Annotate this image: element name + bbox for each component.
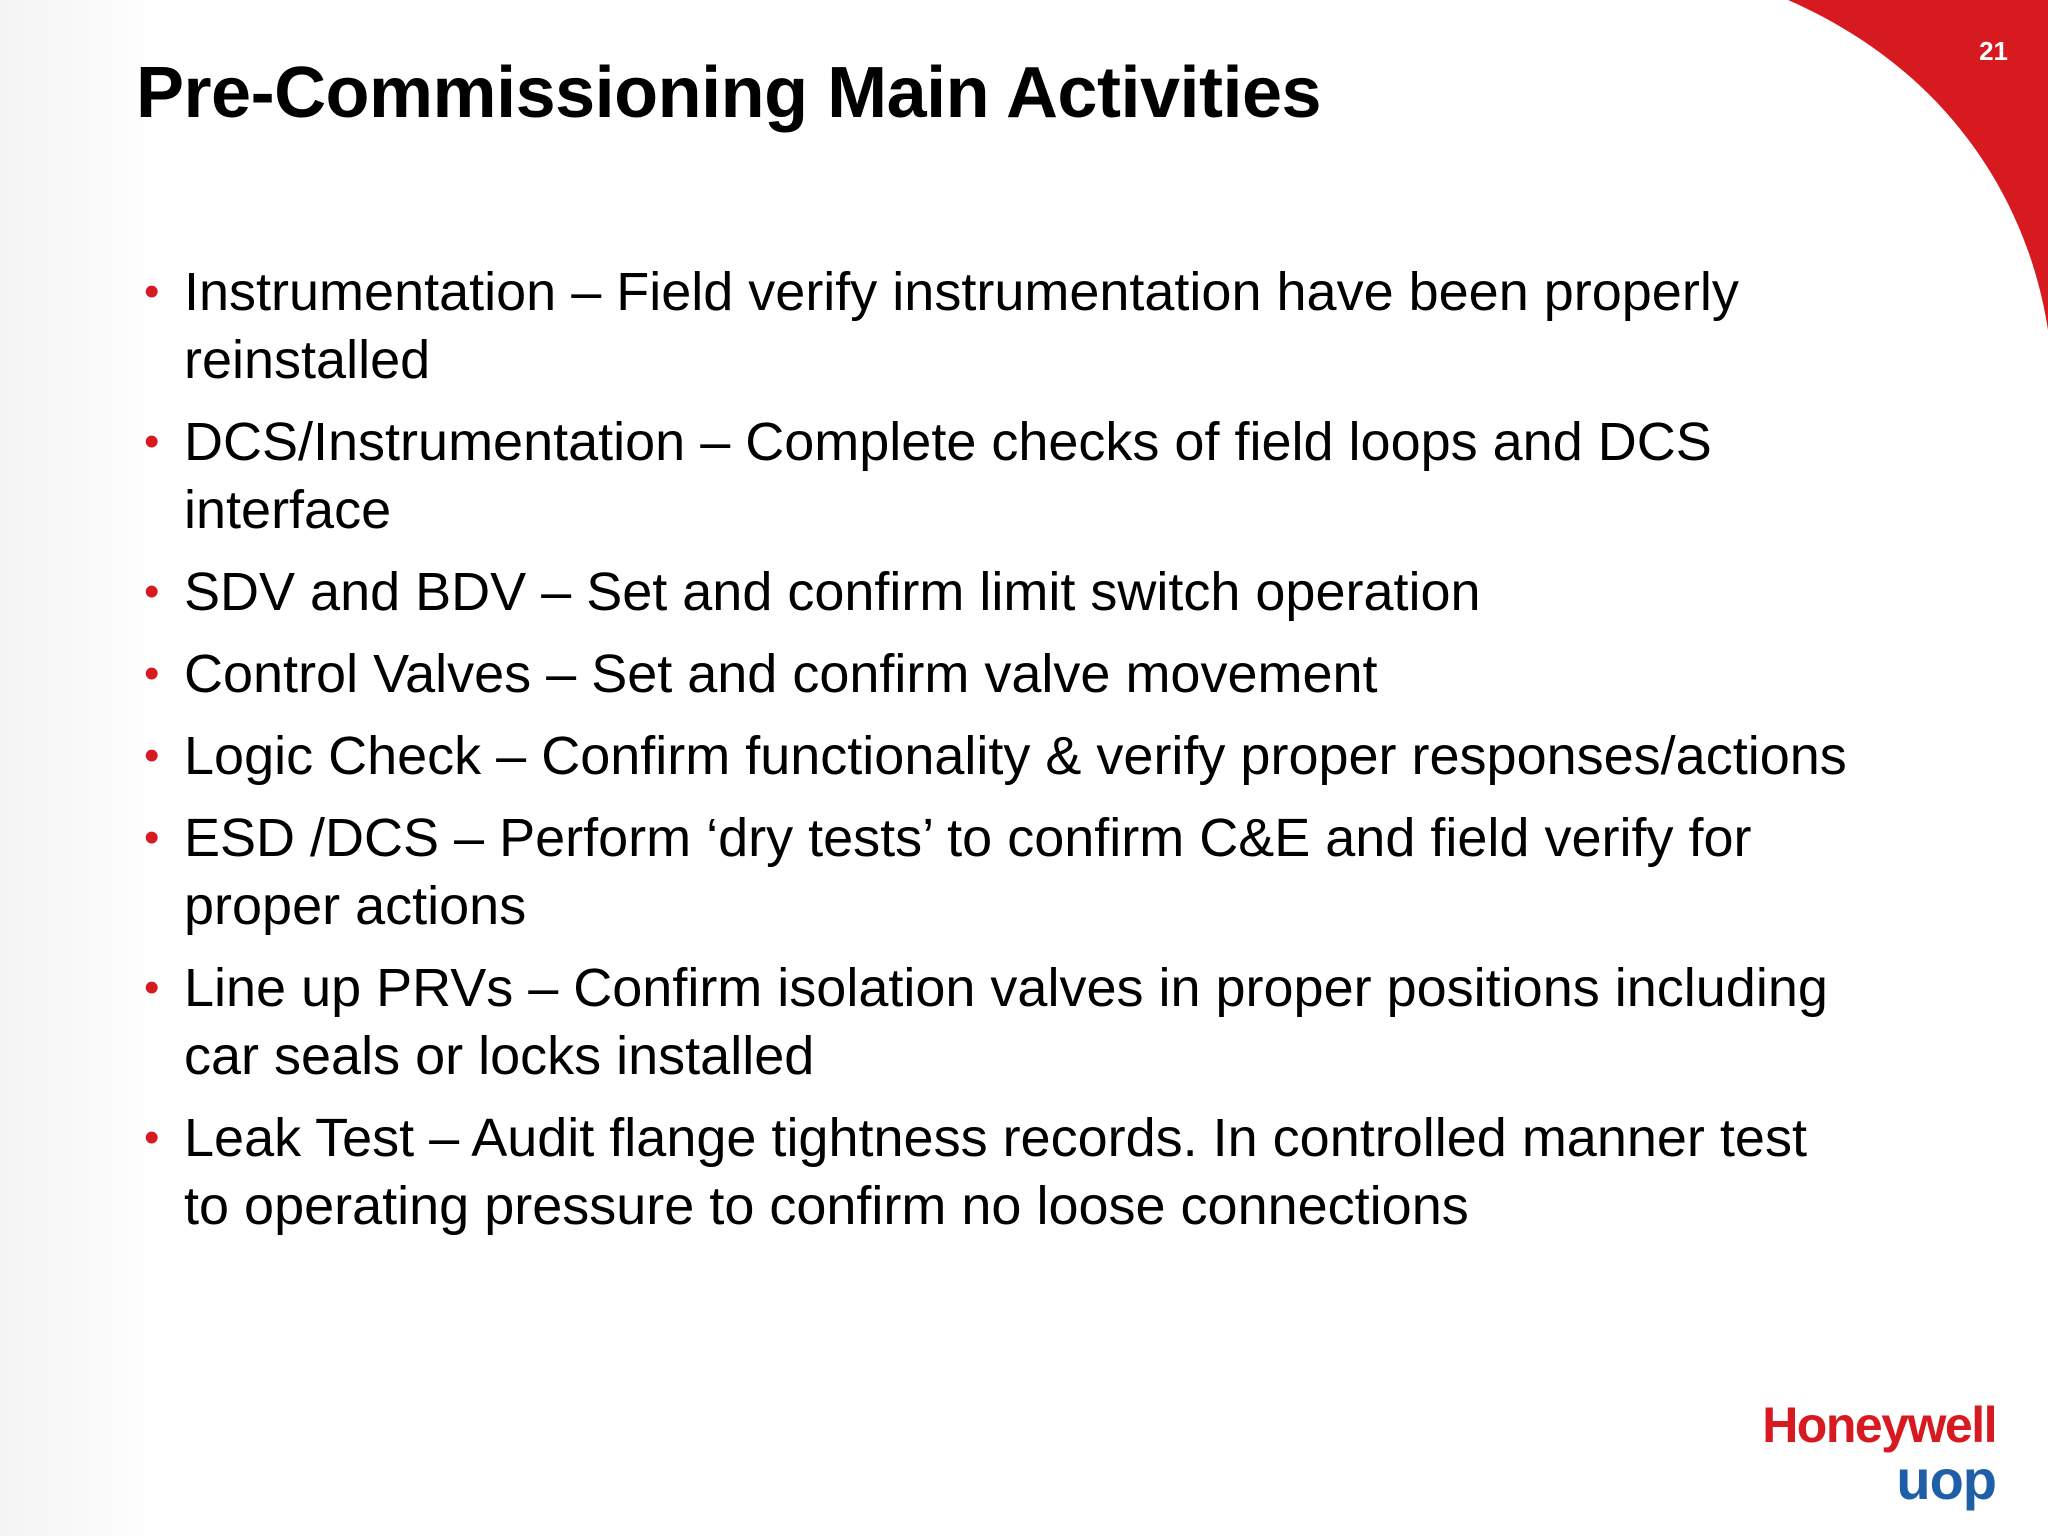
bullet-text: Leak Test – Audit flange tightness records. In controlled manner test to operating pressure to confirm no loose connections [184, 1108, 1807, 1236]
bullet-dot-icon: • [144, 649, 160, 698]
bullet-text: Logic Check – Confirm functionality & verify proper responses/actions [184, 726, 1847, 786]
bullet-dot-icon: • [144, 267, 160, 316]
bullet-dot-icon: • [144, 813, 160, 862]
bullet-text: DCS/Instrumentation – Complete checks of field loops and DCS interface [184, 412, 1712, 540]
bullet-dot-icon: • [144, 567, 160, 616]
bullet-dot-icon: • [144, 731, 160, 780]
bullet-text: ESD /DCS – Perform ‘dry tests’ to confirm C&E and field verify for proper actions [184, 808, 1752, 936]
bullet-item [144, 408, 1864, 544]
slide-title: Pre-Commissioning Main Activities [136, 53, 1322, 133]
honeywell-uop-logo [1736, 1397, 1996, 1511]
bullet-text: Instrumentation – Field verify instrumentation have been properly reinstalled [184, 262, 1739, 390]
bullet-text: Line up PRVs – Confirm isolation valves in proper positions including car seals or locks installed [184, 958, 1828, 1086]
logo-honeywell-wordmark: Honeywell [1762, 1397, 1996, 1453]
bullet-item [144, 722, 1864, 790]
left-shade-band [0, 0, 160, 1536]
logo-uop-wordmark: uop [1896, 1448, 1996, 1511]
slide-number: 21 [1979, 36, 2008, 66]
bullet-dot-icon: • [144, 963, 160, 1012]
bullet-list [144, 258, 1864, 1254]
bullet-text: Control Valves – Set and confirm valve movement [184, 644, 1378, 704]
bullet-item [144, 954, 1864, 1090]
bullet-item [144, 640, 1864, 708]
bullet-item [144, 1104, 1864, 1240]
bullet-dot-icon: • [144, 417, 160, 466]
bullet-text: SDV and BDV – Set and confirm limit switch operation [184, 562, 1481, 622]
bullet-dot-icon: • [144, 1113, 160, 1162]
bullet-item [144, 558, 1864, 626]
bullet-item [144, 258, 1864, 394]
bullet-item [144, 804, 1864, 940]
